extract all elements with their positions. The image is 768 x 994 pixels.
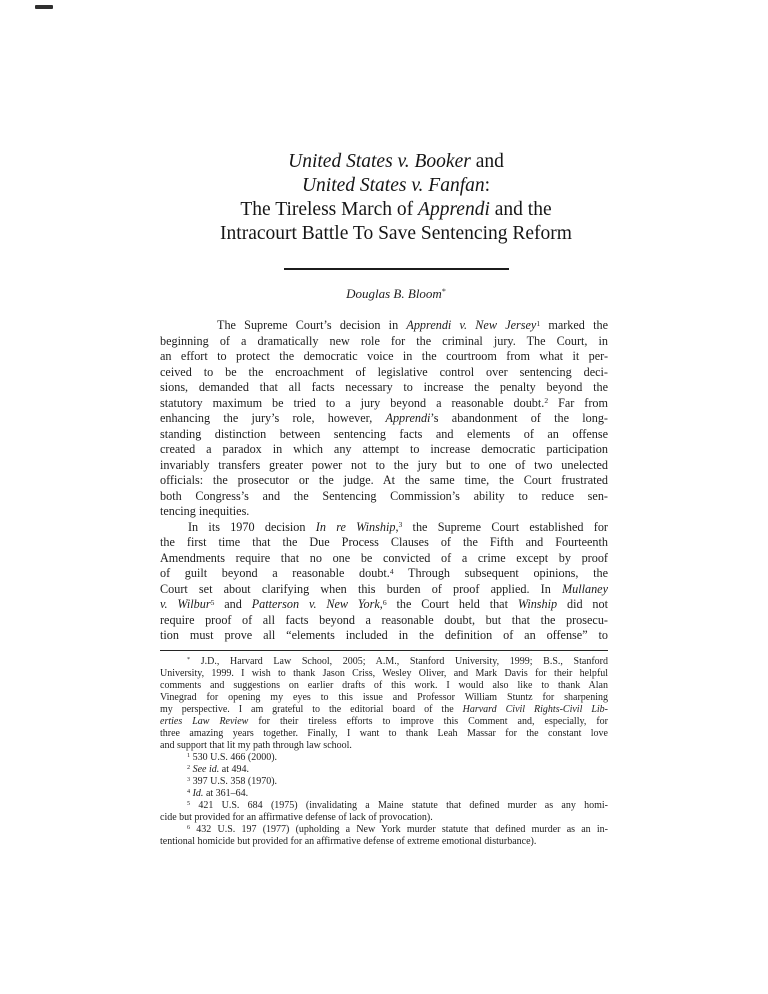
text-line: In its 1970 decision In re Winship,$^3$ the Supreme Court established for [188,519,608,534]
text-line: Intracourt Battle To Save Sentencing Reform [220,223,572,244]
text-line: University, 1999. I wish to thank Jason Criss, Wesley Oliver, and Mark Davis for their helpful [160,667,608,679]
text-line: The Tireless March of Apprendi and the [240,199,552,220]
footnotes-section [160,656,608,848]
footnote-2 [160,764,608,776]
footnote-1 [160,752,608,764]
text-line: erties Law Review for their tireless efforts to improve this Comment and, especially, for [160,715,608,727]
body-paragraph-1 [160,318,608,520]
text-line: statutory maximum be tried to a jury beyond a reasonable doubt.$^2$ Far from [160,395,608,410]
heading-block [160,150,608,301]
text-line: an effort to protect the democratic voice in the courtroom from what it per- [160,349,608,363]
text-line: $^4$ Id. at 361–64. [187,787,249,799]
text-line: $^3$ 397 U.S. 358 (1970). [187,775,278,787]
text-line: Amendments require that no one be convicted of a crime except by proof [160,550,608,565]
footnote-star [160,656,608,752]
text-line: comments and suggestions on earlier drafts of this work. I would also like to thank Alan [160,679,608,691]
footnote-separator-rule [160,650,608,651]
text-line: $^1$ 530 U.S. 466 (2000). [187,751,278,763]
text-line: tencing inequities. [160,504,250,518]
footnote-3 [160,776,608,788]
text-line: enhancing the jury’s role, however, Apprendi’s abandonment of the long- [160,411,608,425]
text-line: created a paradox in which any attempt to increase democratic participation [160,442,608,456]
text-line: * J.D., Harvard Law School, 2005; A.M., Stanford University, 1999; B.S., Stanford [187,655,608,667]
text-line: tion must prove all “elements included in the definition of an offense” to [160,628,608,642]
text-line: require proof of all facts beyond a reasonable doubt, but that the prosecu- [160,612,608,627]
text-line: beginning of a dramatically new role for the criminal jury. The Court, in [160,333,608,348]
text-line: v. Wilbur$^5$ and Patterson v. New York,$^6$ the Court held that Winship did not [160,597,608,611]
article-body [160,318,608,644]
text-line: Court set about clarifying when this burden of proof applied. In Mullaney [160,581,608,596]
text-line: Douglas B. Bloom* [346,286,446,301]
text-line: $^5$ 421 U.S. 684 (1975) (invalidating a Maine statute that defined murder as any homi- [187,799,608,811]
text-line: standing distinction between sentencing facts and elements of an offense [160,426,608,441]
text-line: $^6$ 432 U.S. 197 (1977) (upholding a New York murder statute that defined murder as an in- [187,823,608,835]
text-line: officials: the prosecutor or the judge. At the same time, the Court frustrated [160,473,608,487]
text-line: ceived to be the encroachment of legislative control over sentencing deci- [160,364,608,379]
title-divider-rule [284,268,509,270]
text-line: my perspective. I am grateful to the editorial board of the Harvard Civil Rights-Civil Lib- [160,703,608,715]
footnote-5 [160,800,608,824]
author-byline [184,286,608,301]
text-line: United States v. Booker and [288,151,504,172]
scan-artifact-mark [35,5,53,9]
body-paragraph-2 [160,520,608,644]
text-line: both Congress’s and the Sentencing Commission’s ability to reduce sen- [160,488,608,503]
text-line: sions, demanded that all facts necessary to increase the penalty beyond the [160,380,608,394]
footnote-6 [160,824,608,848]
article-title [184,150,608,246]
footnote-4 [160,788,608,800]
text-line: The Supreme Court’s decision in Apprendi v. New Jersey$^1$ marked the [217,318,608,332]
text-line: Vinegrad for opening my eyes to this issue and Professor William Stuntz for sharpening [160,691,608,703]
text-line: the first time that the Due Process Clauses of the Fifth and Fourteenth [160,535,608,549]
text-line: $^2$ See id. at 494. [187,763,249,775]
text-line: and support that lit my path through law school. [160,739,352,751]
text-column [160,0,608,848]
text-line: tentional homicide but provided for an affirmative defense of extreme emotional disturbance). [160,835,537,847]
text-line: three amazing years together. Finally, I want to thank Leah Massar for the constant love [160,727,608,739]
text-line: of guilt beyond a reasonable doubt.$^4$ Through subsequent opinions, the [160,566,608,580]
text-line: cide but provided for an affirmative defense of lack of provocation). [160,811,433,823]
text-line: invariably transfers greater power not to the jury but to one of two unelected [160,457,608,472]
text-line: United States v. Fanfan: [301,175,491,196]
